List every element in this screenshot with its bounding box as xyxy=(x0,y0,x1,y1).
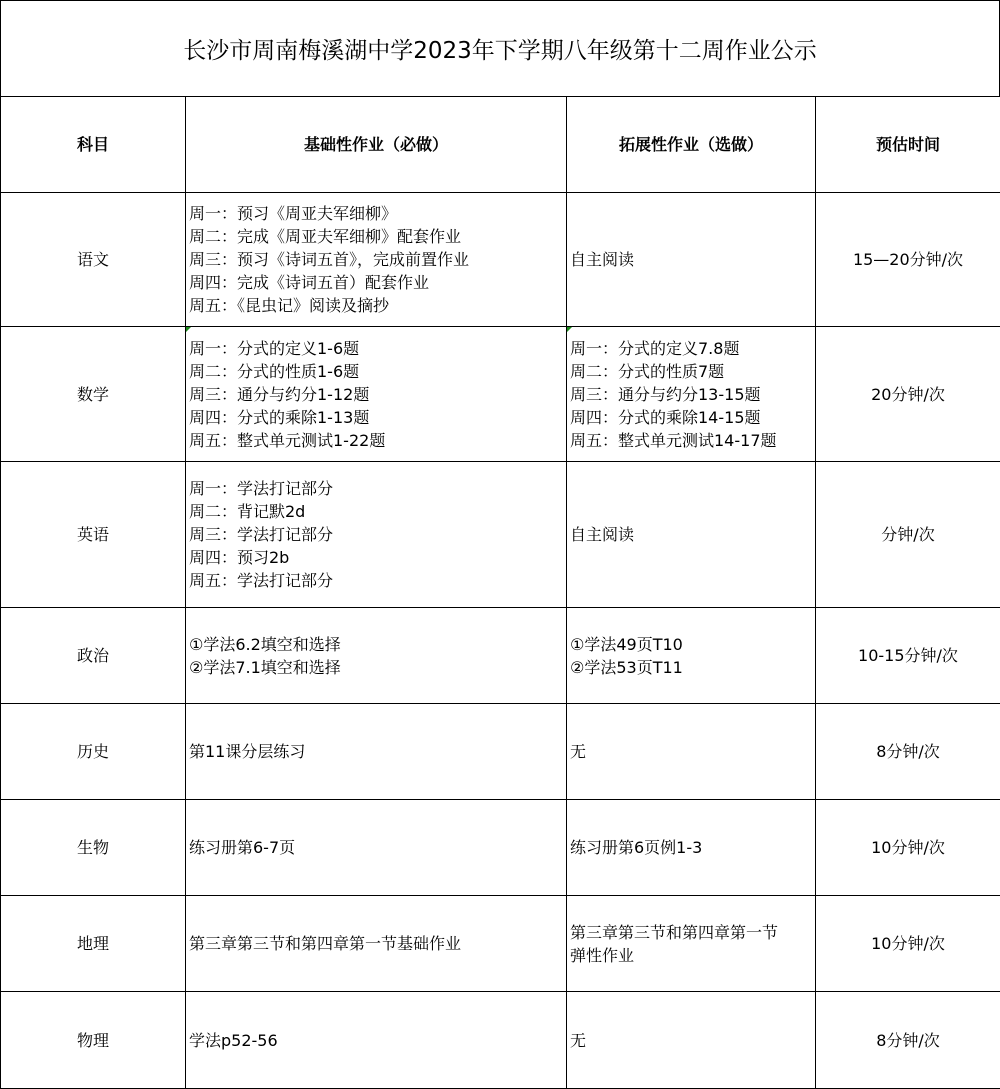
basic-line: 周二：背记默2d xyxy=(189,500,566,523)
basic-line: 第11课分层练习 xyxy=(189,740,566,763)
basic-cell xyxy=(186,992,567,1089)
time-cell: 10分钟/次 xyxy=(816,800,1000,896)
extended-cell xyxy=(567,608,816,704)
time-cell: 8分钟/次 xyxy=(816,704,1000,800)
basic-line: ①学法6.2填空和选择 xyxy=(189,633,566,656)
basic-line: ②学法7.1填空和选择 xyxy=(189,656,566,679)
basic-line: 周一：学法打记部分 xyxy=(189,477,566,500)
time-cell: 10分钟/次 xyxy=(816,896,1000,992)
extended-line: 第三章第三节和第四章第一节 xyxy=(570,921,815,944)
basic-line: 周五：《昆虫记》阅读及摘抄 xyxy=(189,294,566,317)
basic-cell xyxy=(186,608,567,704)
basic-line: 学法p52-56 xyxy=(189,1029,566,1052)
extended-cell xyxy=(567,800,816,896)
basic-cell xyxy=(186,462,567,608)
table-row xyxy=(1,193,1000,327)
extended-line: 无 xyxy=(570,740,815,763)
table-row xyxy=(1,704,1000,800)
extended-line: 周一：分式的定义7.8题 xyxy=(570,337,815,360)
table-row xyxy=(1,896,1000,992)
table-row xyxy=(1,608,1000,704)
basic-line: 周一：分式的定义1-6题 xyxy=(189,337,566,360)
homework-table xyxy=(0,96,1000,1089)
time-cell: 分钟/次 xyxy=(816,462,1000,608)
basic-line: 周二：分式的性质1-6题 xyxy=(189,360,566,383)
basic-line: 练习册第6-7页 xyxy=(189,836,566,859)
time-cell: 20分钟/次 xyxy=(816,327,1000,462)
basic-line: 第三章第三节和第四章第一节基础作业 xyxy=(189,932,566,955)
subject-cell: 生物 xyxy=(1,800,186,896)
extended-line: ②学法53页T11 xyxy=(570,656,815,679)
basic-line: 周三：学法打记部分 xyxy=(189,523,566,546)
subject-cell: 地理 xyxy=(1,896,186,992)
extended-line: 周二：分式的性质7题 xyxy=(570,360,815,383)
extended-line: 练习册第6页例1-3 xyxy=(570,836,815,859)
basic-line: 周四：完成《诗词五首）配套作业 xyxy=(189,271,566,294)
extended-cell xyxy=(567,327,816,462)
sheet-title: 长沙市周南梅溪湖中学2023年下学期八年级第十二周作业公示 xyxy=(0,0,1000,97)
header-basic: 基础性作业（必做） xyxy=(186,97,567,193)
extended-line: ①学法49页T10 xyxy=(570,633,815,656)
basic-cell xyxy=(186,896,567,992)
subject-cell: 英语 xyxy=(1,462,186,608)
table-row xyxy=(1,800,1000,896)
extended-cell xyxy=(567,704,816,800)
basic-line: 周三：通分与约分1-12题 xyxy=(189,383,566,406)
basic-line: 周四：预习2b xyxy=(189,546,566,569)
extended-line: 周五：整式单元测试14-17题 xyxy=(570,429,815,452)
basic-line: 周三：预习《诗词五首》，完成前置作业 xyxy=(189,248,566,271)
header-extended: 拓展性作业（选做） xyxy=(567,97,816,193)
subject-cell: 物理 xyxy=(1,992,186,1089)
extended-line: 周四：分式的乘除14-15题 xyxy=(570,406,815,429)
subject-cell: 历史 xyxy=(1,704,186,800)
extended-cell xyxy=(567,462,816,608)
basic-line: 周五：整式单元测试1-22题 xyxy=(189,429,566,452)
basic-line: 周二：完成《周亚夫军细柳》配套作业 xyxy=(189,225,566,248)
table-row xyxy=(1,327,1000,462)
basic-line: 周五：学法打记部分 xyxy=(189,569,566,592)
extended-line: 自主阅读 xyxy=(570,248,815,271)
extended-cell xyxy=(567,992,816,1089)
table-row xyxy=(1,462,1000,608)
basic-cell xyxy=(186,800,567,896)
time-cell: 15—20分钟/次 xyxy=(816,193,1000,327)
basic-cell xyxy=(186,193,567,327)
header-row xyxy=(1,97,1000,193)
subject-cell: 语文 xyxy=(1,193,186,327)
extended-line: 弹性作业 xyxy=(570,944,815,967)
subject-cell: 数学 xyxy=(1,327,186,462)
extended-cell xyxy=(567,896,816,992)
basic-line: 周四：分式的乘除1-13题 xyxy=(189,406,566,429)
time-cell: 8分钟/次 xyxy=(816,992,1000,1089)
basic-cell xyxy=(186,704,567,800)
time-cell: 10-15分钟/次 xyxy=(816,608,1000,704)
extended-line: 无 xyxy=(570,1029,815,1052)
extended-line: 自主阅读 xyxy=(570,523,815,546)
subject-cell: 政治 xyxy=(1,608,186,704)
basic-cell xyxy=(186,327,567,462)
extended-cell xyxy=(567,193,816,327)
basic-line: 周一：预习《周亚夫军细柳》 xyxy=(189,202,566,225)
header-subject: 科目 xyxy=(1,97,186,193)
header-time: 预估时间 xyxy=(816,97,1000,193)
extended-line: 周三：通分与约分13-15题 xyxy=(570,383,815,406)
table-row xyxy=(1,992,1000,1089)
